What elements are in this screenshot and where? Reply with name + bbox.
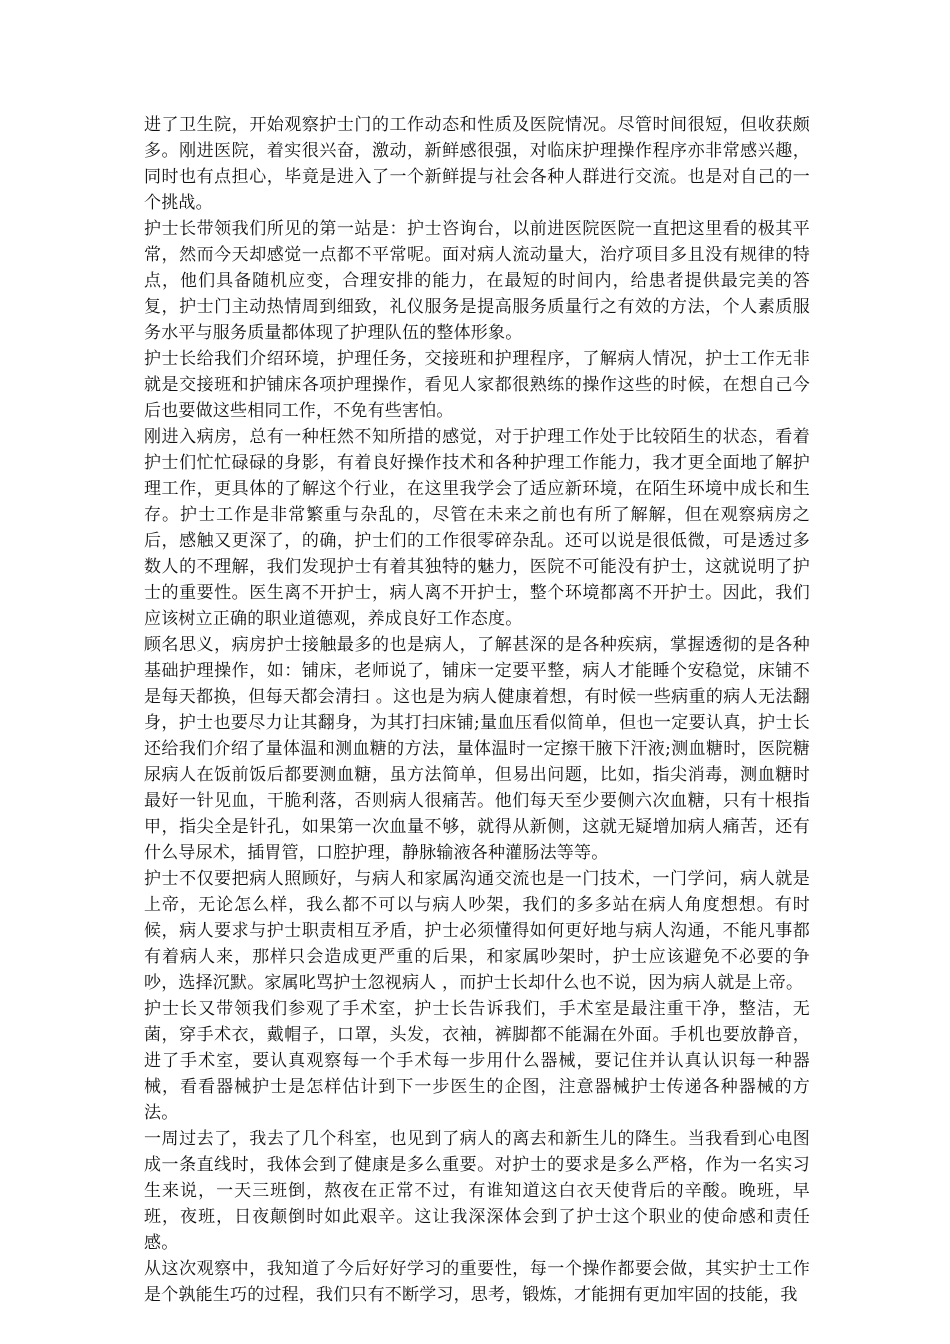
paragraph-conclusion: 从这次观察中，我知道了今后好好学习的重要性，每一个操作都要会做，其实护士工作是个孰能生巧的过程，我们只有不断学习，思考，锻炼，才能拥有更加牢固的技能，我 [144,1259,810,1305]
paragraph-environment: 护士长给我们介绍环境，护理任务，交接班和护理程序，了解病人情况，护士工作无非就是交接班和护铺床各项护理操作，看见人家都很熟练的操作这些的时候，在想自己今后也要做这些相同工作，不免有些害怕。 [144,349,810,421]
paragraph-one-week: 一周过去了，我去了几个科室，也见到了病人的离去和新生儿的降生。当我看到心电图成一条直线时，我体会到了健康是多么重要。对护士的要求是多么严格，作为一名实习生来说，一天三班倒，熬夜在正常不过，有谁知道这白衣天使背后的辛酸。晚班，早班，夜班，日夜颠倒时如此艰辛。这让我深深体会到了护士这个职业的使命感和责任感。 [144,1129,810,1253]
paragraph-ward: 刚进入病房，总有一种枉然不知所措的感觉，对于护理工作处于比较陌生的状态，看着护士们忙忙碌碌的身影，有着良好操作技术和各种护理工作能力，我才更全面地了解护理工作，更具体的了解这个行业，在这里我学会了适应新环境，在陌生环境中成长和生存。护士工作是非常繁重与杂乱的，尽管在未来之前也有所了解解，但在观察病房之后，感触又更深了，的确，护士们的工作很零碎杂乱。还可以说是很低微，可是透过多数人的不理解，我们发现护士有着其独特的魅力，医院不可能没有护士，这就说明了护士的重要性。医生离不开护士，病人离不开护士，整个环境都离不开护士。因此，我们应该树立正确的职业道德观，养成良好工作态度。 [144,427,810,629]
paragraph-operating-room: 护士长又带领我们参观了手术室，护士长告诉我们，手术室是最注重干净，整洁，无菌，穿手术衣，戴帽子，口罩，头发，衣袖，裤脚都不能漏在外面。手机也要放静音，进了手术室，要认真观察每一个手术每一步用什么器械，要记住并认真认识每一种器械，看看器械护士是怎样估计到下一步医生的企图，注意器械护士传递各种器械的方法。 [144,999,810,1123]
paragraph-consult-desk: 护士长带领我们所见的第一站是：护士咨询台，以前进医院医院一直把这里看的极其平常，然而今天却感觉一点都不平常呢。面对病人流动量大，治疗项目多且没有规律的特点，他们具备随机应变，合理安排的能力，在最短的时间内，给患者提供最完美的答复，护士门主动热情周到细致，礼仪服务是提高服务质量行之有效的方法，个人素质服务水平与服务质量都体现了护理队伍的整体形象。 [144,219,810,343]
paragraph-intro: 进了卫生院，开始观察护士门的工作动态和性质及医院情况。尽管时间很短，但收获颇多。刚进医院，着实很兴奋，激动，新鲜感很强，对临床护理操作程序亦非常感兴趣，同时也有点担心，毕竟是进入了一个新鲜提与社会各种人群进行交流。也是对自己的一个挑战。 [144,115,810,213]
paragraph-communication: 护士不仅要把病人照顾好，与病人和家属沟通交流也是一门技术，一门学问，病人就是上帝，无论怎么样，我么都不可以与病人吵架，我们的多多站在病人角度想想。有时候，病人要求与护士职责相互矛盾，护士必须懂得如何更好地与病人沟通，不能凡事都有着病人来，那样只会造成更严重的后果，和家属吵架时，护士应该避免不必要的争吵，选择沉默。家属叱骂护士忽视病人 ，而护士长却什么也不说，因为病人就是上帝。 [144,869,810,993]
paragraph-basic-care: 顾名思义，病房护士接触最多的也是病人，了解甚深的是各种疾病，掌握透彻的是各种基础护理操作，如：铺床，老师说了，铺床一定要平整，病人才能睡个安稳觉，床铺不是每天都换，但每天都会清扫 。这也是为病人健康着想，有时候一些病重的病人无法翻身，护士也要尽力让其翻身，为其打扫床铺;量血压看似简单，但也一定要认真，护士长还给我们介绍了量体温和测血糖的方法，量体温时一定擦干腋下汗液;测血糖时，医院糖尿病人在饭前饭后都要测血糖，虽方法简单，但易出问题，比如，指尖消毒，测血糖时最好一针见血，干脆利落，否则病人很痛苦。他们每天至少要侧六次血糖，只有十根指甲，指尖全是针孔，如果第一次血量不够，就得从新侧，这就无疑增加病人痛苦，还有什么导尿术，插胃管，口腔护理，静脉输液各种灌肠法等等。 [144,635,810,863]
document-body [144,112,810,1308]
